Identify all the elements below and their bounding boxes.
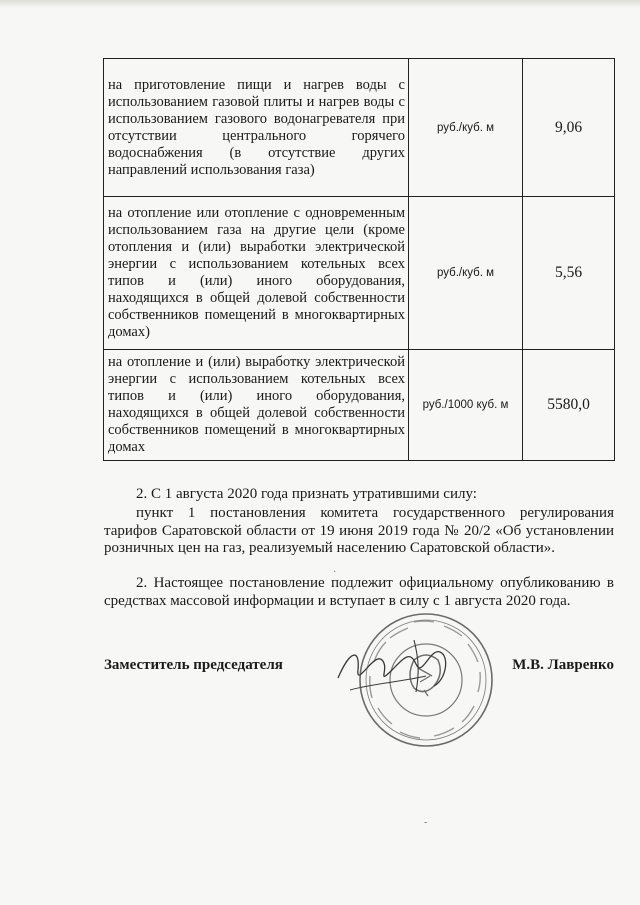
- row-value: 5,56: [523, 197, 615, 350]
- scan-speck: ·: [333, 567, 337, 578]
- table-row: [104, 59, 615, 197]
- scan-top-edge: [0, 0, 640, 8]
- tariff-table: [103, 58, 615, 461]
- row-description: на отопление или отопление с одновременным использованием газа на другие цели (кроме отопления и (или) выработки электрической энергии с использованием котельных всех типов и (или) иного оборудования, находящихся в общей долевой собственности собственников помещений в многоквартирных домах): [104, 197, 409, 350]
- signatory-name: М.В. Лавренко: [512, 657, 614, 673]
- signatory-title: Заместитель председателя: [104, 657, 283, 673]
- row-description: на отопление и (или) выработку электрической энергии с использованием котельных всех типов и (или) иного оборудования, находящихся в общей долевой собственности собственников помещений в многоквартирных домах: [104, 350, 409, 461]
- row-value: 5580,0: [523, 350, 615, 461]
- row-unit: руб./куб. м: [409, 59, 523, 197]
- table-row: [104, 197, 615, 350]
- row-value: 9,06: [523, 59, 615, 197]
- row-unit: руб./1000 куб. м: [409, 350, 523, 461]
- table-row: [104, 350, 615, 461]
- handwritten-signature: [330, 630, 470, 705]
- paragraph-publication: 2. Настоящее постановление подлежит официальному опубликованию в средствах массовой информации и вступает в силу с 1 августа 2020 года.: [104, 575, 614, 609]
- row-description: на приготовление пищи и нагрев воды с использованием газовой плиты и нагрев воды с использованием газового водонагревателя при отсутствии центрального горячего водоснабжения (в отсутствие других направлений использования газа): [104, 59, 409, 197]
- paragraph-clause-2: 2. С 1 августа 2020 года признать утратившими силу:: [136, 486, 477, 502]
- scan-speck: -: [424, 817, 428, 828]
- row-unit: руб./куб. м: [409, 197, 523, 350]
- paragraph-item-1: пункт 1 постановления комитета государственного регулирования тарифов Саратовской области от 19 июня 2019 года № 20/2 «Об установлении розничных цен на газ, реализуемый населению Саратовской области».: [104, 505, 614, 556]
